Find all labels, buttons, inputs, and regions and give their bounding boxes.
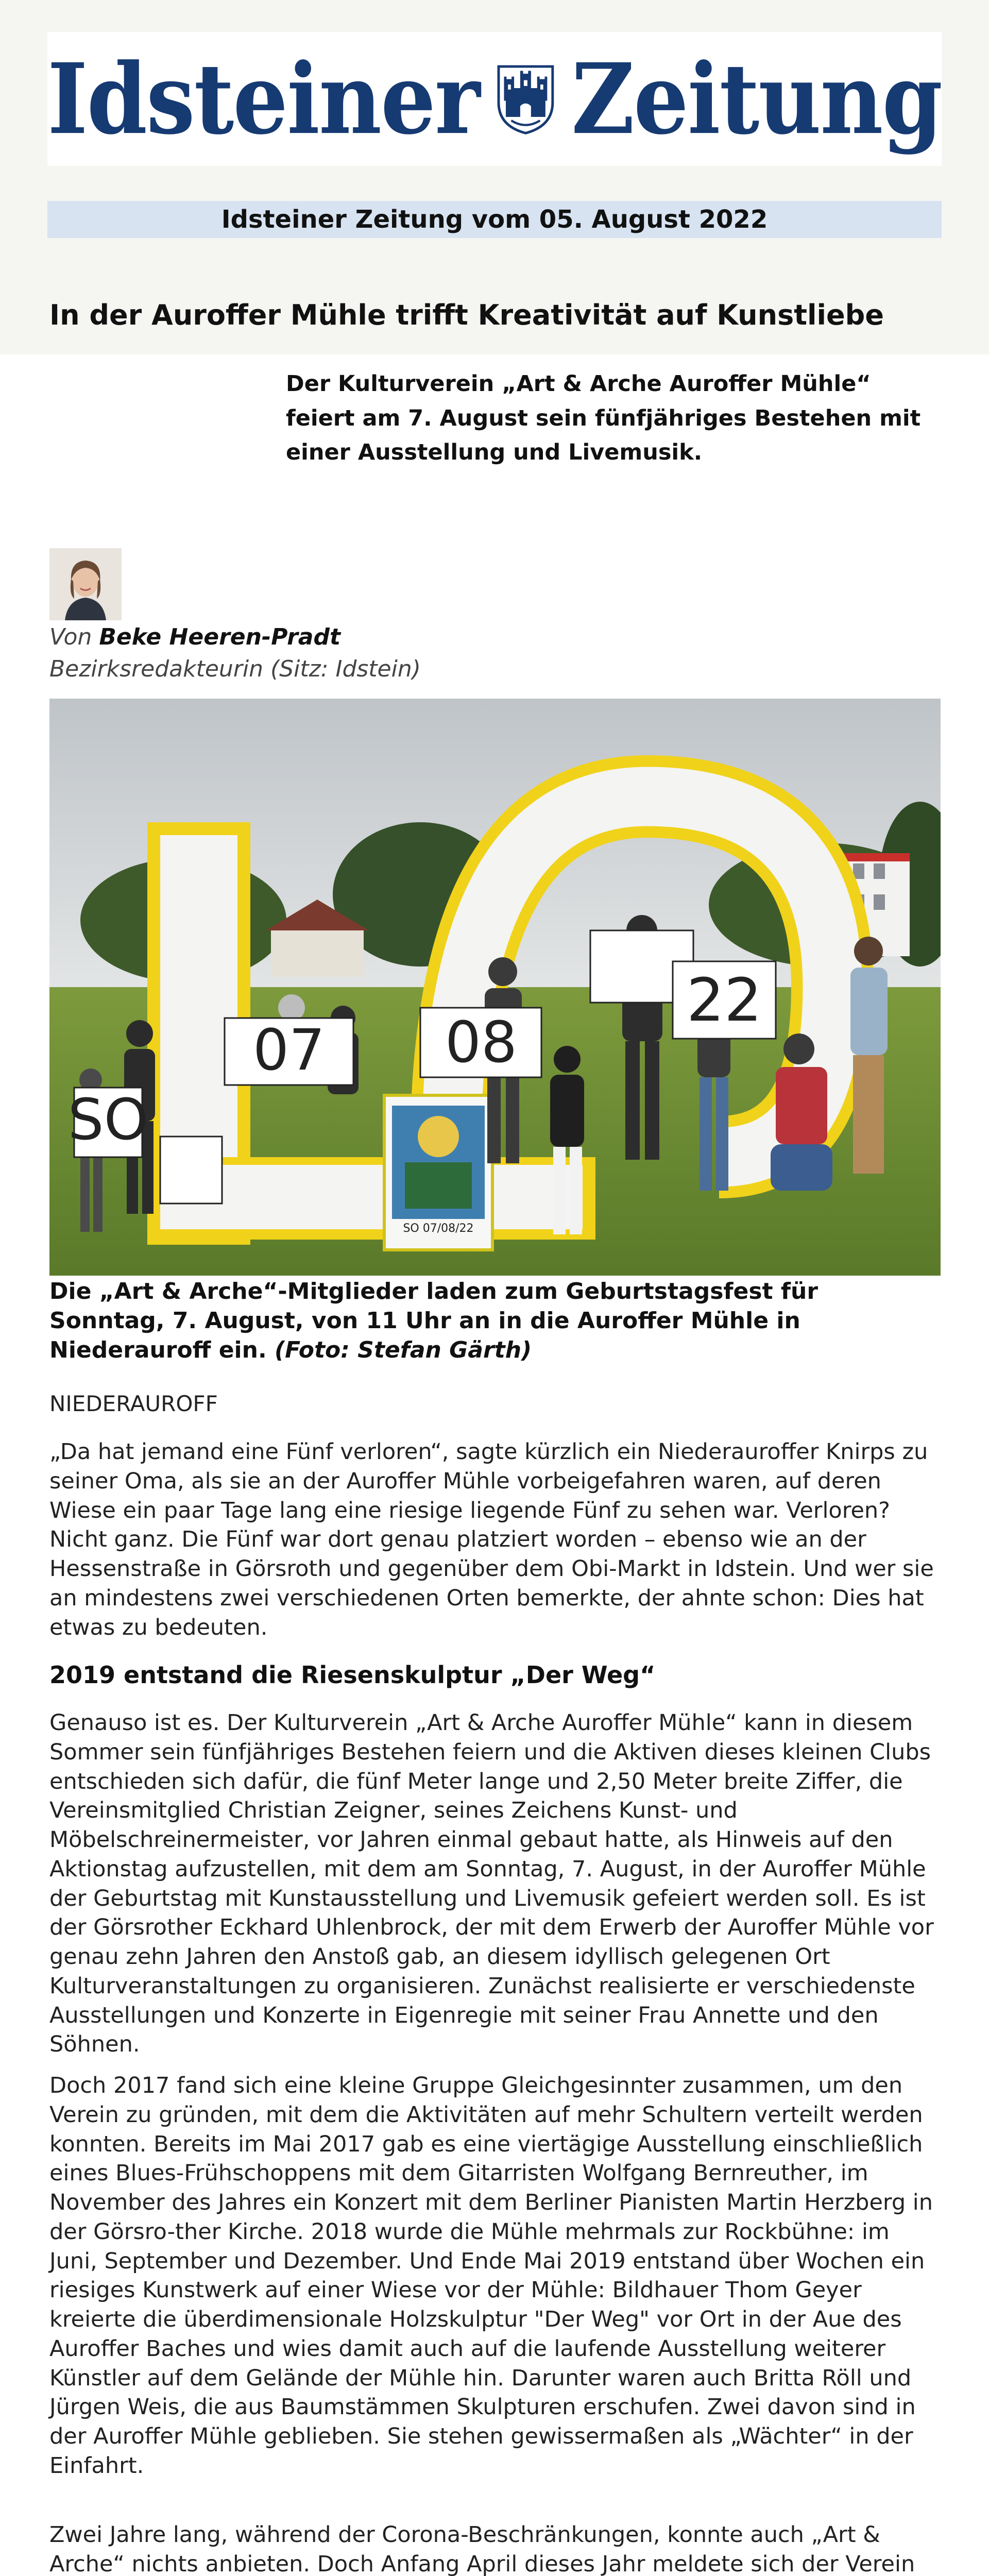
caption-text: Die „Art & Arche“-Mitglieder laden zum Geburtstagsfest für Sonntag, 7. August, von 11 Uhr an in die Auroffer Mühle in Niederauroff ein. xyxy=(49,1278,819,1364)
paragraph-4: Zwei Jahre lang, während der Corona-Beschränkungen, konnte auch „Art & Arche“ nichts anbieten. Doch Anfang April dieses Jahr meldete sich der Verein xyxy=(49,2522,915,2576)
article-photo xyxy=(49,699,941,1276)
photo-sign-day: 07 xyxy=(253,1017,325,1083)
byline xyxy=(49,621,925,685)
photo-sign-weekday: SO xyxy=(67,1087,149,1153)
photo-credit: (Foto: Stefan Gärth) xyxy=(274,1337,532,1364)
photo-poster-date: SO 07/08/22 xyxy=(403,1222,474,1235)
paragraph-3: Doch 2017 fand sich eine kleine Gruppe Gleichgesinnter zusammen, um den Verein zu gründen, mit dem die Aktivitäten auf mehr Schultern verteilt werden konnten. Bereits im Mai 2017 gab es eine viertägige Ausstellung einschließlich eines Blues-Frühschoppens mit dem Gitarristen Wolfgang Bernreuther, im November des Jahres ein Konzert mit dem Berliner Pianisten Martin Herzberg in der Görsro-ther Kirche. 2018 wurde die Mühle mehrmals zur Rockbühne: im Juni, September und Dezember. Und Ende Mai 2019 entstand über Wochen ein riesiges Kunstwerk auf einer Wiese vor der Mühle: Bildhauer Thom Geyer kreierte die überdimensionale Holzskulptur "Der Weg" vor Ort in der Aue des Auroffer Baches und wies damit auch auf die laufende Ausstellung weiterer Künstler auf dem Gelände der Mühle hin. Darunter waren auch Britta Röll und Jürgen Weis, die aus Baumstämmen Skulpturen erschufen. Zwei davon sind in der Auroffer Mühle geblieben. Sie stehen gewissermaßen als „Wächter“ in der Einfahrt. xyxy=(49,2073,933,2479)
brand-name-left: Idsteiner xyxy=(47,42,480,156)
byline-prefix: Von xyxy=(49,624,92,650)
article-headline: In der Auroffer Mühle trifft Kreativität auf Kunstliebe xyxy=(49,299,884,331)
photo-caption xyxy=(49,1277,941,1365)
article-lead: Der Kulturverein „Art & Arche Auroffer Mühle“ feiert am 7. August sein fünfjähriges Bestehen mit einer Ausstellung und Livemusik. xyxy=(286,371,921,466)
issue-date-banner: Idsteiner Zeitung vom 05. August 2022 xyxy=(47,201,942,238)
paragraph-1: „Da hat jemand eine Fünf verloren“, sagte kürzlich ein Niederauroffer Knirps zu seiner Oma, als sie an der Auroffer Mühle vorbeigefahren waren, auf deren Wiese ein paar Tage lang eine riesige liegende Fünf zu sehen war. Verloren? Nicht ganz. Die Fünf war dort genau platziert worden – ebenso wie an der Hessenstraße in Görsroth und gegenüber dem Obi-Markt in Idstein. Und wer sie an mindestens zwei verschiedenen Orten bemerkte, der ahnte schon: Dies hat etwas zu bedeuten. xyxy=(49,1439,934,1640)
photo-sign-month: 08 xyxy=(445,1009,517,1075)
city-crest-icon xyxy=(495,47,556,150)
subheading-1: 2019 entstand die Riesenskulptur „Der Weg“ xyxy=(49,1661,656,1689)
author-name[interactable]: Beke Heeren-Pradt xyxy=(99,624,341,650)
photo-sign-year: 22 xyxy=(686,966,762,1035)
masthead xyxy=(47,32,942,166)
author-avatar xyxy=(49,548,122,620)
author-role: Bezirksredakteurin (Sitz: Idstein) xyxy=(49,655,421,682)
brand-name-right: Zeitung xyxy=(571,42,942,156)
dateline: NIEDERAUROFF xyxy=(49,1391,218,1416)
paragraph-2: Genauso ist es. Der Kulturverein „Art & Arche Auroffer Mühle“ kann in diesem Sommer sein fünfjähriges Bestehen feiern und die Aktiven dieses kleinen Clubs entschieden sich dafür, die fünf Meter lange und 2,50 Meter breite Ziffer, die Vereinsmitglied Christian Zeigner, seines Zeichens Kunst- und Möbelschreinermeister, vor Jahren einmal gebaut hatte, als Hinweis auf den Aktionstag aufzustellen, mit dem am Sonntag, 7. August, in der Auroffer Mühle der Geburtstag mit Kunstausstellung und Livemusik gefeiert werden soll. Es ist der Görsrother Eckhard Uhlenbrock, der mit dem Erwerb der Auroffer Mühle vor genau zehn Jahren den Anstoß gab, an diesem idyllisch gelegenen Ort Kulturveranstaltungen zu organisieren. Zunächst realisierte er verschiedenste Ausstellungen und Konzerte in Eigenregie mit seiner Frau Annette und den Söhnen. xyxy=(49,1710,934,2058)
